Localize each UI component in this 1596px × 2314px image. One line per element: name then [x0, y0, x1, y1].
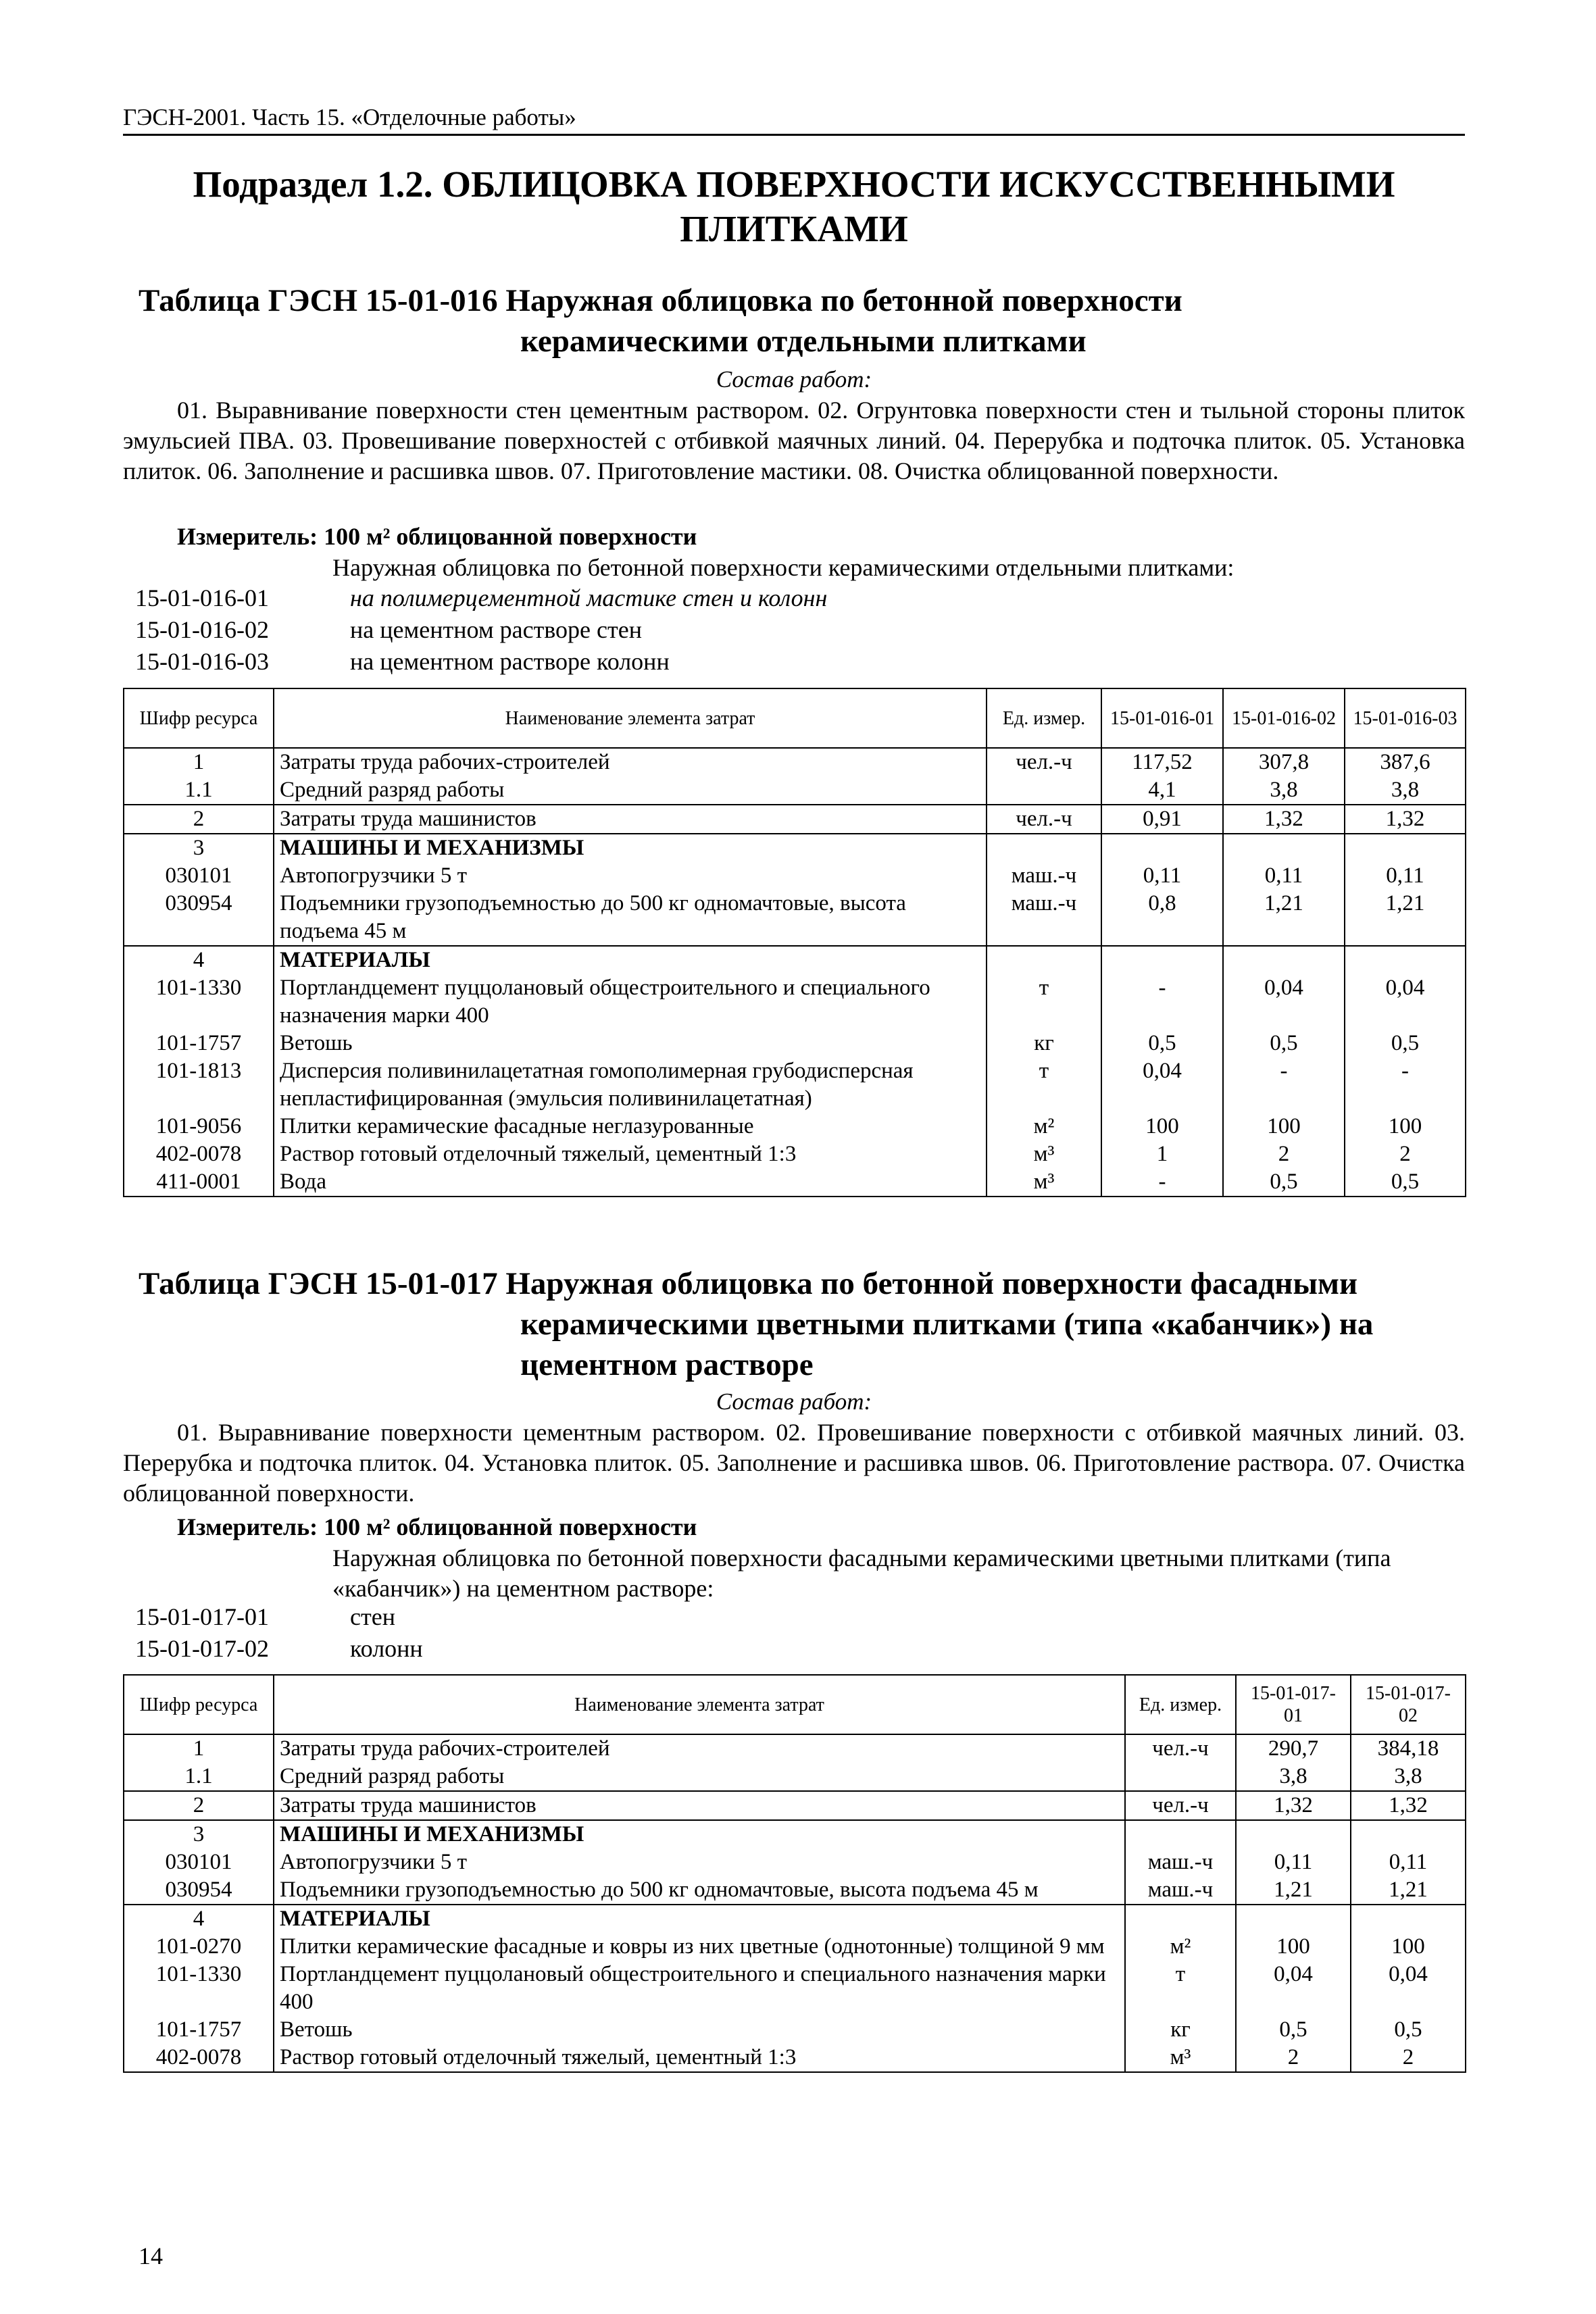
section-title: Подраздел 1.2. ОБЛИЦОВКА ПОВЕРХНОСТИ ИСКУССТВЕННЫМИ ПЛИТКАМИ: [193, 164, 1395, 249]
row-value: 2: [1236, 2044, 1351, 2072]
row-code: 2: [124, 1791, 274, 1820]
table1-title-line1: Таблица ГЭСН 15-01-016 Наружная облицовка по бетонной поверхности: [139, 283, 1182, 318]
table1-measure: Измеритель: 100 м² облицованной поверхности: [177, 523, 697, 550]
row-code: 030101: [124, 862, 274, 890]
row-value: [1351, 1905, 1466, 1933]
row-code: 3: [124, 834, 274, 862]
table-row: [124, 1791, 1466, 1820]
table-row: [124, 1763, 1466, 1791]
table1-norm-row: [135, 646, 670, 678]
row-value: [1345, 834, 1466, 862]
row-value: 100: [1101, 1113, 1223, 1140]
row-value: [1236, 1905, 1351, 1933]
row-value: 0,5: [1351, 2016, 1466, 2044]
row-unit: м³: [987, 1168, 1101, 1197]
row-code: 101-1757: [124, 2016, 274, 2044]
row-code: 101-0270: [124, 1933, 274, 1961]
norm-code: 15-01-017-01: [135, 1603, 269, 1630]
row-code: 1: [124, 748, 274, 776]
row-name: Дисперсия поливинилацетатная гомополимерная грубодисперсная непластифицированная (эмульсия поливинилацетатная): [274, 1057, 987, 1113]
row-code: 402-0078: [124, 1140, 274, 1168]
row-code: 030954: [124, 890, 274, 946]
table-row: [124, 748, 1466, 776]
row-name: Плитки керамические фасадные и ковры из них цветные (однотонные) толщиной 9 мм: [274, 1933, 1125, 1961]
row-value: 2: [1223, 1140, 1345, 1168]
norm-code: 15-01-016-02: [135, 616, 269, 643]
table-row: [124, 1734, 1466, 1763]
row-name: Ветошь: [274, 1030, 987, 1057]
row-name: Портландцемент пуццолановый общестроительного и специального назначения марки 400: [274, 1961, 1125, 2016]
row-value: 290,7: [1236, 1734, 1351, 1763]
row-name: Затраты труда машинистов: [274, 1791, 1125, 1820]
table-row: [124, 1057, 1466, 1113]
norm-text: стен: [350, 1603, 395, 1630]
row-name: МАТЕРИАЛЫ: [274, 946, 987, 974]
table1-title-line2: керамическими отдельными плитками: [520, 324, 1087, 359]
row-value: 0,8: [1101, 890, 1223, 946]
row-value: -: [1101, 1168, 1223, 1197]
row-value: 307,8: [1223, 748, 1345, 776]
row-unit: маш.-ч: [1125, 1848, 1236, 1876]
row-unit: т: [1125, 1961, 1236, 2016]
table1-norms-intro: Наружная облицовка по бетонной поверхности керамическими отдельными плитками:: [332, 554, 1235, 581]
row-code: 101-1813: [124, 1057, 274, 1113]
row-unit: чел.-ч: [1125, 1791, 1236, 1820]
row-unit: [987, 776, 1101, 805]
row-value: 0,04: [1351, 1961, 1466, 2016]
table-row: [124, 890, 1466, 946]
row-unit: чел.-ч: [987, 805, 1101, 834]
row-value: -: [1101, 974, 1223, 1030]
page-number: 14: [139, 2242, 163, 2269]
table2-title-line3: цементном растворе: [520, 1347, 814, 1382]
table2-composition-text: 01. Выравнивание поверхности цементным раствором. 02. Провешивание поверхности с отбивкой маячных линий. 03. Перерубка и подточка плиток. 04. Установка плиток. 05. Заполнение и расшивка швов. 06. Приготовление раствора. 07. Очистка облицованной поверхности.: [123, 1419, 1465, 1507]
row-value: 384,18: [1351, 1734, 1466, 1763]
row-unit: кг: [1125, 2016, 1236, 2044]
row-value: 4,1: [1101, 776, 1223, 805]
row-value: 0,04: [1236, 1961, 1351, 2016]
row-value: 1,32: [1236, 1791, 1351, 1820]
row-unit: кг: [987, 1030, 1101, 1057]
row-name: Затраты труда рабочих-строителей: [274, 1734, 1125, 1763]
table1-resources: [123, 688, 1466, 1197]
row-unit: [987, 946, 1101, 974]
col-header-code: Шифр ресурса: [124, 688, 274, 748]
table-row: [124, 1876, 1466, 1905]
row-value: 2: [1345, 1140, 1466, 1168]
table1-norm-row: [135, 614, 642, 646]
row-value: 0,5: [1101, 1030, 1223, 1057]
table2-title: [139, 1263, 1373, 1385]
row-value: [1223, 946, 1345, 974]
row-unit: [1125, 1905, 1236, 1933]
table-row: [124, 2016, 1466, 2044]
row-value: 3,8: [1351, 1763, 1466, 1791]
row-unit: маш.-ч: [1125, 1876, 1236, 1905]
norm-text: на полимерцементной мастике стен и колонн: [350, 584, 828, 611]
row-value: [1223, 834, 1345, 862]
row-value: 1,32: [1351, 1791, 1466, 1820]
table1-composition-heading: Состав работ:: [716, 366, 872, 393]
row-code: 101-9056: [124, 1113, 274, 1140]
row-code: 411-0001: [124, 1168, 274, 1197]
row-value: 3,8: [1345, 776, 1466, 805]
row-name: Портландцемент пуццолановый общестроительного и специального назначения марки 400: [274, 974, 987, 1030]
table2-title-line2: керамическими цветными плитками (типа «кабанчик») на: [520, 1307, 1374, 1342]
table1-norm-row: [135, 582, 827, 614]
row-value: 3,8: [1236, 1763, 1351, 1791]
row-unit: маш.-ч: [987, 890, 1101, 946]
row-value: 1,21: [1345, 890, 1466, 946]
row-code: 030954: [124, 1876, 274, 1905]
row-value: 1,32: [1223, 805, 1345, 834]
row-value: 0,04: [1345, 974, 1466, 1030]
table-row: [124, 1848, 1466, 1876]
row-value: [1236, 1820, 1351, 1848]
row-unit: м²: [987, 1113, 1101, 1140]
row-name: Вода: [274, 1168, 987, 1197]
row-value: 0,11: [1101, 862, 1223, 890]
row-value: 387,6: [1345, 748, 1466, 776]
table2-composition-heading: Состав работ:: [716, 1388, 872, 1415]
table2-norms-intro: Наружная облицовка по бетонной поверхности фасадными керамическими цветными плитками (типа «кабанчик») на цементном растворе:: [332, 1544, 1391, 1602]
row-value: 100: [1223, 1113, 1345, 1140]
row-value: 0,5: [1223, 1168, 1345, 1197]
row-unit: маш.-ч: [987, 862, 1101, 890]
table-row: [124, 974, 1466, 1030]
row-value: -: [1223, 1057, 1345, 1113]
row-unit: м³: [1125, 2044, 1236, 2072]
row-value: 117,52: [1101, 748, 1223, 776]
table-row: [124, 862, 1466, 890]
row-value: 1,21: [1236, 1876, 1351, 1905]
row-value: 100: [1345, 1113, 1466, 1140]
row-value: 0,04: [1223, 974, 1345, 1030]
table-row: [124, 946, 1466, 974]
row-code: 4: [124, 946, 274, 974]
row-value: 0,11: [1236, 1848, 1351, 1876]
row-name: Раствор готовый отделочный тяжелый, цементный 1:3: [274, 2044, 1125, 2072]
row-unit: [1125, 1763, 1236, 1791]
row-value: 0,11: [1351, 1848, 1466, 1876]
row-code: 4: [124, 1905, 274, 1933]
row-name: МАТЕРИАЛЫ: [274, 1905, 1125, 1933]
norm-code: 15-01-016-01: [135, 584, 269, 611]
row-value: [1351, 1820, 1466, 1848]
table2-measure: Измеритель: 100 м² облицованной поверхности: [177, 1513, 697, 1540]
row-value: 0,5: [1223, 1030, 1345, 1057]
row-unit: т: [987, 974, 1101, 1030]
row-value: 1,21: [1223, 890, 1345, 946]
row-name: Автопогрузчики 5 т: [274, 1848, 1125, 1876]
row-value: 100: [1236, 1933, 1351, 1961]
row-unit: [1125, 1820, 1236, 1848]
norm-text: на цементном растворе колонн: [350, 648, 670, 675]
row-value: [1345, 946, 1466, 974]
table2-resources: [123, 1674, 1466, 2073]
table-row: [124, 1961, 1466, 2016]
row-code: 1.1: [124, 776, 274, 805]
col-header-unit: Ед. измер.: [987, 688, 1101, 748]
row-value: 0,11: [1345, 862, 1466, 890]
table-row: [124, 776, 1466, 805]
row-name: Подъемники грузоподъемностью до 500 кг одномачтовые, высота подъема 45 м: [274, 890, 987, 946]
col-header-unit: Ед. измер.: [1125, 1675, 1236, 1734]
row-value: 0,11: [1223, 862, 1345, 890]
row-value: -: [1345, 1057, 1466, 1113]
norm-text: на цементном растворе стен: [350, 616, 642, 643]
row-value: 3,8: [1223, 776, 1345, 805]
row-code: 2: [124, 805, 274, 834]
row-name: Средний разряд работы: [274, 776, 987, 805]
row-code: 101-1757: [124, 1030, 274, 1057]
row-name: Раствор готовый отделочный тяжелый, цементный 1:3: [274, 1140, 987, 1168]
table-row: [124, 1933, 1466, 1961]
row-name: Средний разряд работы: [274, 1763, 1125, 1791]
row-unit: [987, 834, 1101, 862]
row-name: Плитки керамические фасадные неглазурованные: [274, 1113, 987, 1140]
col-header-name: Наименование элемента затрат: [274, 688, 987, 748]
row-unit: м²: [1125, 1933, 1236, 1961]
row-name: Ветошь: [274, 2016, 1125, 2044]
row-code: 1.1: [124, 1763, 274, 1791]
table2-norm-row: [135, 1633, 423, 1665]
row-value: 1,32: [1345, 805, 1466, 834]
row-value: 1: [1101, 1140, 1223, 1168]
norm-code: 15-01-016-03: [135, 648, 269, 675]
col-header-norm: 15-01-016-01: [1101, 688, 1223, 748]
col-header-norm: 15-01-016-03: [1345, 688, 1466, 748]
row-name: Затраты труда машинистов: [274, 805, 987, 834]
col-header-code: Шифр ресурса: [124, 1675, 274, 1734]
row-value: 0,5: [1345, 1030, 1466, 1057]
row-unit: чел.-ч: [1125, 1734, 1236, 1763]
col-header-norm: 15-01-017-02: [1351, 1675, 1466, 1734]
row-code: 402-0078: [124, 2044, 274, 2072]
table2-norm-row: [135, 1601, 395, 1633]
table-row: [124, 834, 1466, 862]
row-name: Автопогрузчики 5 т: [274, 862, 987, 890]
row-unit: м³: [987, 1140, 1101, 1168]
row-code: 030101: [124, 1848, 274, 1876]
table1-title: [139, 280, 1182, 361]
row-value: 2: [1351, 2044, 1466, 2072]
row-code: 101-1330: [124, 974, 274, 1030]
row-unit: т: [987, 1057, 1101, 1113]
table2-title-line1: Таблица ГЭСН 15-01-017 Наружная облицовка по бетонной поверхности фасадными: [139, 1266, 1358, 1301]
col-header-norm: 15-01-017-01: [1236, 1675, 1351, 1734]
row-value: 0,5: [1236, 2016, 1351, 2044]
row-value: [1101, 946, 1223, 974]
table-row: [124, 1113, 1466, 1140]
row-name: МАШИНЫ И МЕХАНИЗМЫ: [274, 834, 987, 862]
table-row: [124, 1905, 1466, 1933]
col-header-name: Наименование элемента затрат: [274, 1675, 1125, 1734]
row-value: 0,91: [1101, 805, 1223, 834]
row-name: МАШИНЫ И МЕХАНИЗМЫ: [274, 1820, 1125, 1848]
row-name: Затраты труда рабочих-строителей: [274, 748, 987, 776]
row-name: Подъемники грузоподъемностью до 500 кг одномачтовые, высота подъема 45 м: [274, 1876, 1125, 1905]
row-value: 0,5: [1345, 1168, 1466, 1197]
row-unit: чел.-ч: [987, 748, 1101, 776]
table-row: [124, 1168, 1466, 1197]
table-row: [124, 1140, 1466, 1168]
norm-code: 15-01-017-02: [135, 1635, 269, 1662]
col-header-norm: 15-01-016-02: [1223, 688, 1345, 748]
row-code: 101-1330: [124, 1961, 274, 2016]
table-row: [124, 2044, 1466, 2072]
table-row: [124, 1820, 1466, 1848]
row-value: 100: [1351, 1933, 1466, 1961]
norm-text: колонн: [350, 1635, 423, 1662]
row-value: [1101, 834, 1223, 862]
row-value: 0,04: [1101, 1057, 1223, 1113]
table-row: [124, 1030, 1466, 1057]
table-row: [124, 805, 1466, 834]
row-code: 3: [124, 1820, 274, 1848]
row-code: 1: [124, 1734, 274, 1763]
table1-composition-text: 01. Выравнивание поверхности стен цементным раствором. 02. Огрунтовка поверхности стен и тыльной стороны плиток эмульсией ПВА. 03. Провешивание поверхностей с отбивкой маячных линий. 04. Перерубка и подточка плиток. 05. Установка плиток. 06. Заполнение и расшивка швов. 07. Приготовление мастики. 08. Очистка облицованной поверхности.: [123, 397, 1465, 484]
row-value: 1,21: [1351, 1876, 1466, 1905]
running-header: ГЭСН-2001. Часть 15. «Отделочные работы»: [123, 103, 1465, 136]
